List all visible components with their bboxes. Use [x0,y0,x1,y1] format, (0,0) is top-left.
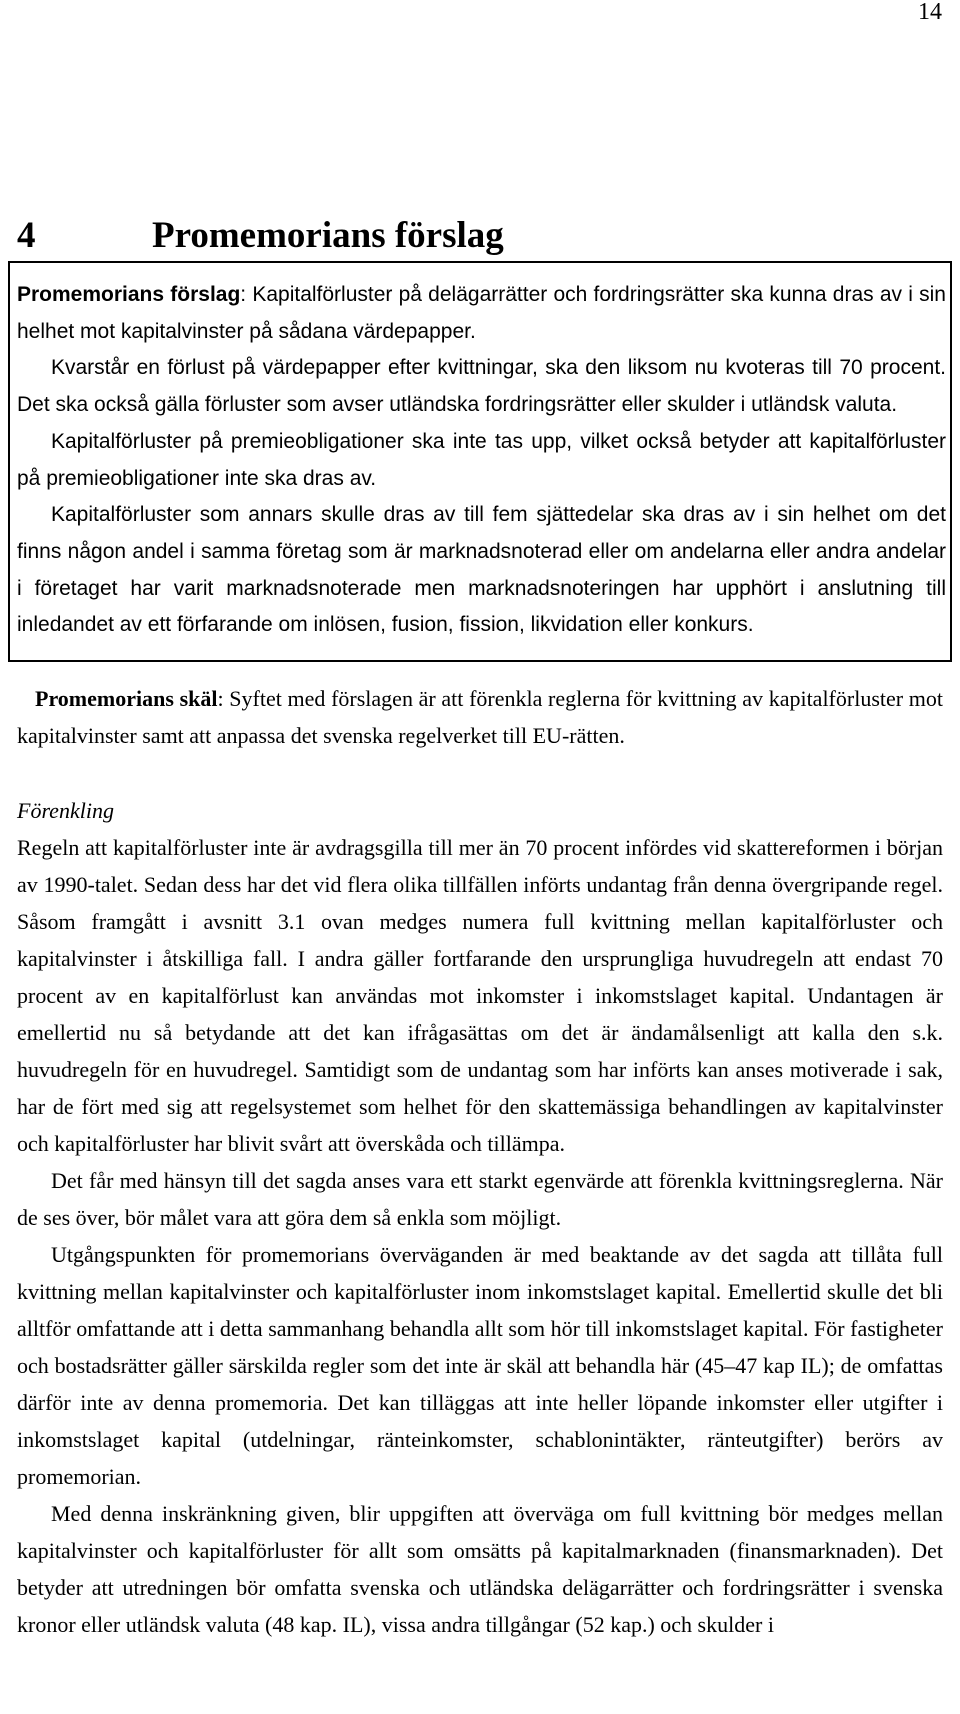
proposal-paragraph-3: Kapitalförluster på premieobligationer ska inte tas upp, vilket också betyder att kapitalförluster på premieobligationer inte ska dras av. [17,429,946,490]
proposal-paragraph-4: Kapitalförluster som annars skulle dras av till fem sjättedelar ska dras av i sin helhet om det finns någon andel i samma företag som är marknadsnoterad eller om andelarna eller andra andelar i företaget har varit marknadsnoterade men marknadsnoteringen har upphört i anslutning till inledandet av ett förfarande om inlösen, fusion, fission, likvidation eller konkurs. [17,503,946,637]
chapter-number: 4 [17,215,36,256]
main-text [17,680,943,1643]
reasons-text: : Syftet med förslagen är att förenkla reglerna för kvittning av kapitalförluster mot kapitalvinster samt att anpassa det svenska regelverket till EU-rätten. [17,686,943,748]
chapter-title: Promemorians förslag [152,215,504,256]
reasons-label: Promemorians skäl [35,686,218,711]
body-paragraph-3: Utgångspunkten för promemorians överväganden är med beaktande av det sagda att tillåta full kvittning mellan kapitalvinster och kapitalförluster inom inkomstslaget kapital. Emellertid skulle det bli alltför omfattande att i detta sammanhang behandla allt som hör till inkomstslaget kapital. För fastigheter och bostadsrätter gäller särskilda regler som det inte är skäl att behandla här (45–47 kap IL); de omfattas därför inte av denna promemoria. Det kan tilläggas att inte heller löpande inkomster eller utgifter i inkomstslaget kapital (utdelningar, ränteinkomster, schablonintäkter, ränteutgifter) berörs av promemorian. [17,1242,943,1489]
reasons-paragraph [17,680,943,754]
page-number: 14 [918,0,942,25]
body-paragraph-2: Det får med hänsyn till det sagda anses vara ett starkt egenvärde att förenkla kvittningsreglerna. När de ses över, bör målet vara att göra dem så enkla som möjligt. [17,1168,943,1230]
proposal-paragraph-2: Kvarstår en förlust på värdepapper efter kvittningar, ska den liksom nu kvoteras till 70 procent. Det ska också gälla förluster som avser utländska fordringsrätter eller skulder i utländsk valuta. [17,356,946,417]
proposal-label: Promemorians förslag [17,283,241,306]
body-paragraph-1: Regeln att kapitalförluster inte är avdragsgilla till mer än 70 procent infördes vid skattereformen i början av 1990-talet. Sedan dess har det vid flera olika tillfällen införts undantag från denna övergripande regel. Såsom framgått i avsnitt 3.1 ovan medges numera full kvittning mellan kapitalförluster och kapitalvinster i åtskilliga fall. I andra gäller fortfarande den ursprungliga huvudregeln att endast 70 procent av en kapitalförlust kan användas mot inkomster i inkomstslaget kapital. Undantagen är emellertid nu så betydande att det kan ifrågasättas om det är ändamålsenligt att kalla den s.k. huvudregeln för en huvudregel. Samtidigt som de undantag som har införts kan anses motiverade i sak, har de fört med sig att regelsystemet som helhet för den skattemässiga behandlingen av kapitalvinster och kapitalförluster har blivit svårt att överskåda och tillämpa. [17,835,943,1156]
chapter-heading [17,214,504,258]
section-heading: Förenkling [17,798,114,823]
proposal-paragraph-1: : Kapitalförluster på delägarrätter och fordringsrätter ska kunna dras av i sin helhet mot kapitalvinster på sådana värdepapper. [17,283,946,343]
body-paragraph-4: Med denna inskränkning given, blir uppgiften att överväga om full kvittning bör medges mellan kapitalvinster och kapitalförluster för allt som omsätts på kapitalmarknaden (finansmarknaden). Det betyder att utredningen bör omfatta svenska och utländska delägarrätter och fordringsrätter i svenska kronor eller utländsk valuta (48 kap. IL), vissa andra tillgångar (52 kap.) och skulder i [17,1501,943,1637]
proposal-text [17,277,946,644]
proposal-paragraph [17,277,946,350]
